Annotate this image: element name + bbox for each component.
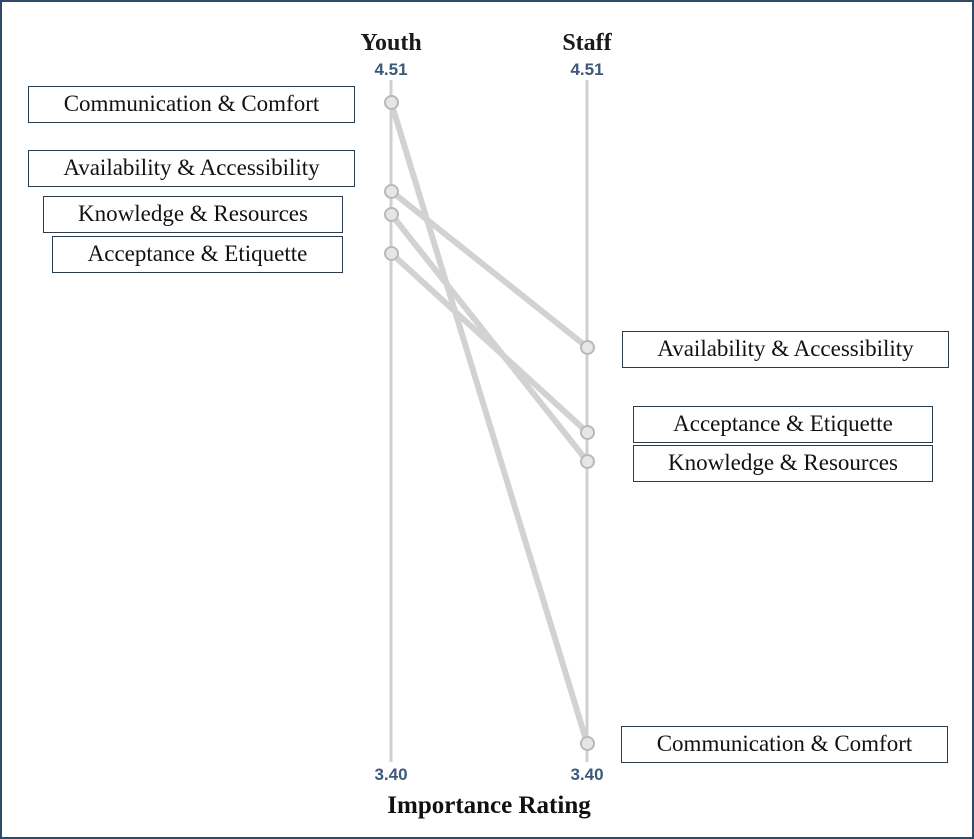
axis-title-staff: Staff <box>562 30 612 56</box>
axis-value-youth-top: 4.51 <box>374 60 408 79</box>
connector-knowledge-resources <box>391 214 587 461</box>
marker-staff-acceptance-etiquette <box>580 425 595 440</box>
marker-staff-communication-comfort <box>580 736 595 751</box>
marker-staff-availability-accessibility <box>580 340 595 355</box>
x-axis-label: Importance Rating <box>387 792 591 819</box>
label-right-communication-comfort: Communication & Comfort <box>621 726 948 763</box>
label-left-acceptance-etiquette: Acceptance & Etiquette <box>52 236 343 273</box>
marker-youth-communication-comfort <box>384 95 399 110</box>
label-left-communication-comfort: Communication & Comfort <box>28 86 355 123</box>
label-left-availability-accessibility: Availability & Accessibility <box>28 150 355 187</box>
marker-youth-acceptance-etiquette <box>384 246 399 261</box>
chart-plot-area <box>2 2 974 839</box>
axis-value-staff-bottom: 3.40 <box>570 765 604 784</box>
axis-value-staff-top: 4.51 <box>570 60 604 79</box>
axis-title-youth: Youth <box>360 30 422 56</box>
connector-availability-accessibility <box>391 191 587 347</box>
label-left-knowledge-resources: Knowledge & Resources <box>43 196 343 233</box>
axis-value-youth-bottom: 3.40 <box>374 765 408 784</box>
marker-staff-knowledge-resources <box>580 454 595 469</box>
label-right-knowledge-resources: Knowledge & Resources <box>633 445 933 482</box>
label-right-acceptance-etiquette: Acceptance & Etiquette <box>633 406 933 443</box>
marker-youth-knowledge-resources <box>384 207 399 222</box>
connector-acceptance-etiquette <box>391 253 587 432</box>
label-right-availability-accessibility: Availability & Accessibility <box>622 331 949 368</box>
connector-communication-comfort <box>391 102 587 743</box>
marker-youth-availability-accessibility <box>384 184 399 199</box>
